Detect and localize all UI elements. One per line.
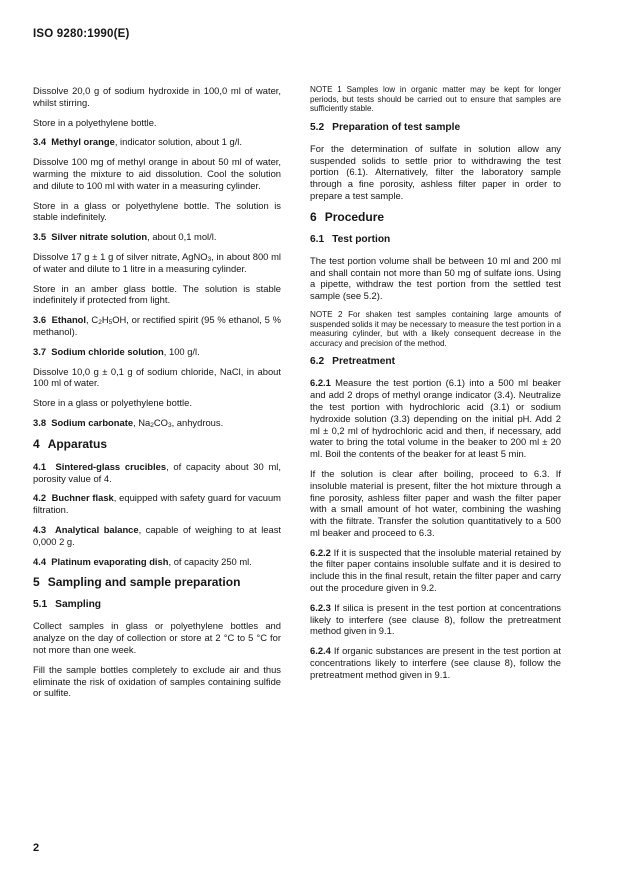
clause-title: Analytical balance — [54, 523, 139, 535]
section-number: 6.2 — [310, 356, 325, 368]
paragraph: The test portion volume shall be between 10 ml and 200 ml and shall contain not more than 50 mg of sulfate ions. Using a pipette, withdraw the test portion from the settled test sample (see 5.2). — [310, 254, 561, 302]
page-number: 2 — [33, 842, 40, 854]
paragraph: If the solution is clear after boiling, proceed to 6.3. If insoluble material is present, filter the hot mixture through a fine porosity, ashless filter paper and wash the filter paper with a small amount of hot water, combining the washing with the filtrate. Transfer the solution quantitatively to a 500 ml beaker and proceed to 6.3. — [310, 467, 561, 538]
clause-rest: , indicator solution, about 1 g/l. — [114, 136, 242, 148]
clause-number: 4.3 — [33, 523, 47, 535]
text-run: , anhydrous. — [171, 416, 224, 428]
clause-number: 3.8 — [33, 416, 47, 428]
clause-text: If organic substances are present in the test portion at concentrations likely to interfere (see clause 8), follow the pretreatment method given in 9.1. — [310, 645, 561, 680]
subscript: 3 — [207, 255, 212, 263]
clause-title: Platinum evaporating dish — [51, 555, 169, 567]
paragraph: Dissolve 100 mg of methyl orange in about 50 ml of water, warming the mixture to aid dissolution. Cool the solution and dilute to 100 ml with water in a measuring cylinder. — [33, 156, 281, 191]
subscript: 3 — [167, 421, 172, 429]
clause-text: If silica is present in the test portion at concentrations likely to interfere (see clause 8), follow the pretreatment method given in 9.1. — [310, 601, 561, 637]
clause-number: 3.7 — [33, 345, 47, 357]
section-number: 5.2 — [310, 121, 325, 133]
clause-number: 6.2.3 — [310, 601, 331, 613]
clause-rest: , equipped with safety guard for vacuum filtration. — [33, 492, 281, 516]
note-1: NOTE 1 Samples low in organic matter may be kept for longer periods, but tests should be carried out to ensure that samples are sufficiently stable. — [310, 85, 561, 114]
section-title: Preparation of test sample — [332, 121, 461, 133]
section-number: 4 — [33, 436, 40, 451]
clause-title: Sodium carbonate — [51, 416, 134, 428]
subsection-heading-6-2 — [310, 356, 561, 368]
subclause-3-5 — [33, 231, 281, 243]
section-title: Apparatus — [47, 436, 108, 451]
paragraph: Dissolve 10,0 g ± 0,1 g of sodium chloride, NaCl, in about 100 ml of water. — [33, 365, 281, 389]
clause-rest: , capable of weighing to at least 0,000 2 g. — [33, 523, 281, 547]
clause-number: 3.6 — [33, 314, 47, 326]
section-title: Test portion — [332, 233, 391, 245]
section-title: Procedure — [324, 209, 385, 224]
text-run: OH, or rectified spirit (95 % ethanol, 5 % methanol). — [33, 314, 281, 337]
clause-title: Silver nitrate solution — [51, 231, 148, 243]
clause-number: 4.2 — [33, 492, 47, 504]
subscript: 2 — [150, 421, 154, 429]
clause-rest: , about 0,1 mol/l. — [147, 231, 217, 243]
subsection-heading-5-1 — [33, 599, 281, 611]
subscript: 2 — [98, 319, 102, 327]
text-run: , C — [86, 314, 99, 326]
clause-title: Sodium chloride solution — [51, 345, 164, 357]
paragraph: Store in a polyethylene bottle. — [33, 116, 157, 128]
subclause-4-4 — [33, 556, 281, 568]
subclause-4-3 — [33, 524, 281, 548]
clause-6-2-2 — [310, 547, 561, 594]
paragraph: Collect samples in glass or polyethylene bottles and analyze on the day of collection or store at 2 °C to 5 °C for not more than one week. — [33, 620, 281, 655]
clause-rest: , of capacity about 30 ml, porosity value of 4. — [33, 460, 281, 484]
paragraph: For the determination of sulfate in solution allow any suspended solids to settle prior to withdrawing the test portion (6.1). Alternatively, filter the laboratory sample through a fine porosity, ashless filter paper in order to prepare a test sample. — [310, 142, 561, 201]
clause-6-2-3 — [310, 602, 561, 637]
clause-number: 6.2.4 — [310, 645, 331, 657]
paragraph: Store in a glass or polyethylene bottle. The solution is stable indefinitely. — [33, 199, 281, 223]
left-column — [33, 85, 281, 707]
right-column — [310, 85, 561, 689]
document-header: ISO 9280:1990(E) — [33, 28, 130, 40]
subclause-4-1 — [33, 461, 281, 485]
text-run: , in about 800 ml of water and dilute to 1 litre in a measuring cylinder. — [33, 250, 281, 274]
text-run: CO — [153, 416, 168, 428]
clause-6-2-4 — [310, 645, 561, 680]
clause-number: 6.2.1 — [310, 377, 331, 389]
subsection-heading-6-1 — [310, 234, 561, 246]
subclause-4-2 — [33, 492, 281, 516]
clause-rest: , of capacity 250 ml. — [168, 555, 252, 567]
clause-text: If it is suspected that the insoluble material retained by the filter paper contains insoluble sulfate and it is desired to include this in the final result, retain the filter paper and carry out the procedure given in 9.2. — [310, 546, 561, 594]
paragraph: Store in a glass or polyethylene bottle. — [33, 397, 192, 409]
paragraph: Dissolve 20,0 g of sodium hydroxide in 100,0 ml of water, whilst stirring. — [33, 85, 281, 108]
section-number: 5 — [33, 575, 40, 590]
clause-title: Buchner flask — [51, 492, 114, 504]
note-2: NOTE 2 For shaken test samples containing large amounts of suspended solids it may be necessary to measure the test portion in a measuring cylinder, but with a likely consequent decrease in the accuracy and precision of the method. — [310, 309, 561, 348]
subsection-heading-5-2 — [310, 122, 561, 134]
clause-number: 4.4 — [33, 555, 47, 567]
section-heading-4 — [33, 437, 281, 451]
section-number: 6.1 — [310, 233, 325, 245]
clause-title: Ethanol — [51, 314, 87, 326]
clause-rest: , 100 g/l. — [163, 345, 200, 357]
clause-number: 3.4 — [33, 136, 47, 148]
clause-number: 3.5 — [33, 231, 47, 243]
subclause-3-8 — [33, 417, 281, 429]
subscript: 5 — [108, 319, 113, 327]
section-heading-5 — [33, 575, 281, 589]
text-run: Dissolve 17 g ± 1 g of silver nitrate, AgNO — [33, 250, 208, 262]
text-run: H — [101, 314, 109, 326]
section-title: Pretreatment — [332, 356, 396, 368]
paragraph: Fill the sample bottles completely to exclude air and thus eliminate the risk of oxidation of samples containing sulfide or sulfite. — [33, 663, 281, 699]
paragraph — [33, 251, 281, 275]
clause-title: Methyl orange — [51, 136, 115, 148]
section-number: 5.1 — [33, 599, 48, 611]
section-number: 6 — [310, 209, 317, 224]
subclause-3-7 — [33, 346, 281, 358]
subclause-3-6 — [33, 314, 281, 338]
section-title: Sampling and sample preparation — [47, 575, 241, 590]
section-heading-6 — [310, 210, 561, 224]
text-run: , Na — [133, 416, 151, 428]
clause-6-2-1 — [310, 377, 561, 460]
clause-title: Sintered-glass crucibles — [55, 460, 167, 472]
paragraph: Store in an amber glass bottle. The solution is stable indefinitely if protected from light. — [33, 282, 281, 306]
clause-number: 4.1 — [33, 460, 47, 472]
section-title: Sampling — [55, 599, 102, 611]
subclause-3-4 — [33, 136, 281, 148]
clause-text: Measure the test portion (6.1) into a 500 ml beaker and add 2 drops of methyl orange indicator (3.4). Neutralize the test portion with hydrochloric acid (3.1) or sodium hydroxide solution (3.3) depending on the initial pH. Add 2 ml ± 0,2 ml of hydrochloric acid and then, if necessary, add water to bring the total volume in the beaker to 200 ml ± 20 ml. Boil the contents of the beaker for at least 5 min. — [310, 377, 561, 460]
clause-number: 6.2.2 — [310, 546, 331, 558]
